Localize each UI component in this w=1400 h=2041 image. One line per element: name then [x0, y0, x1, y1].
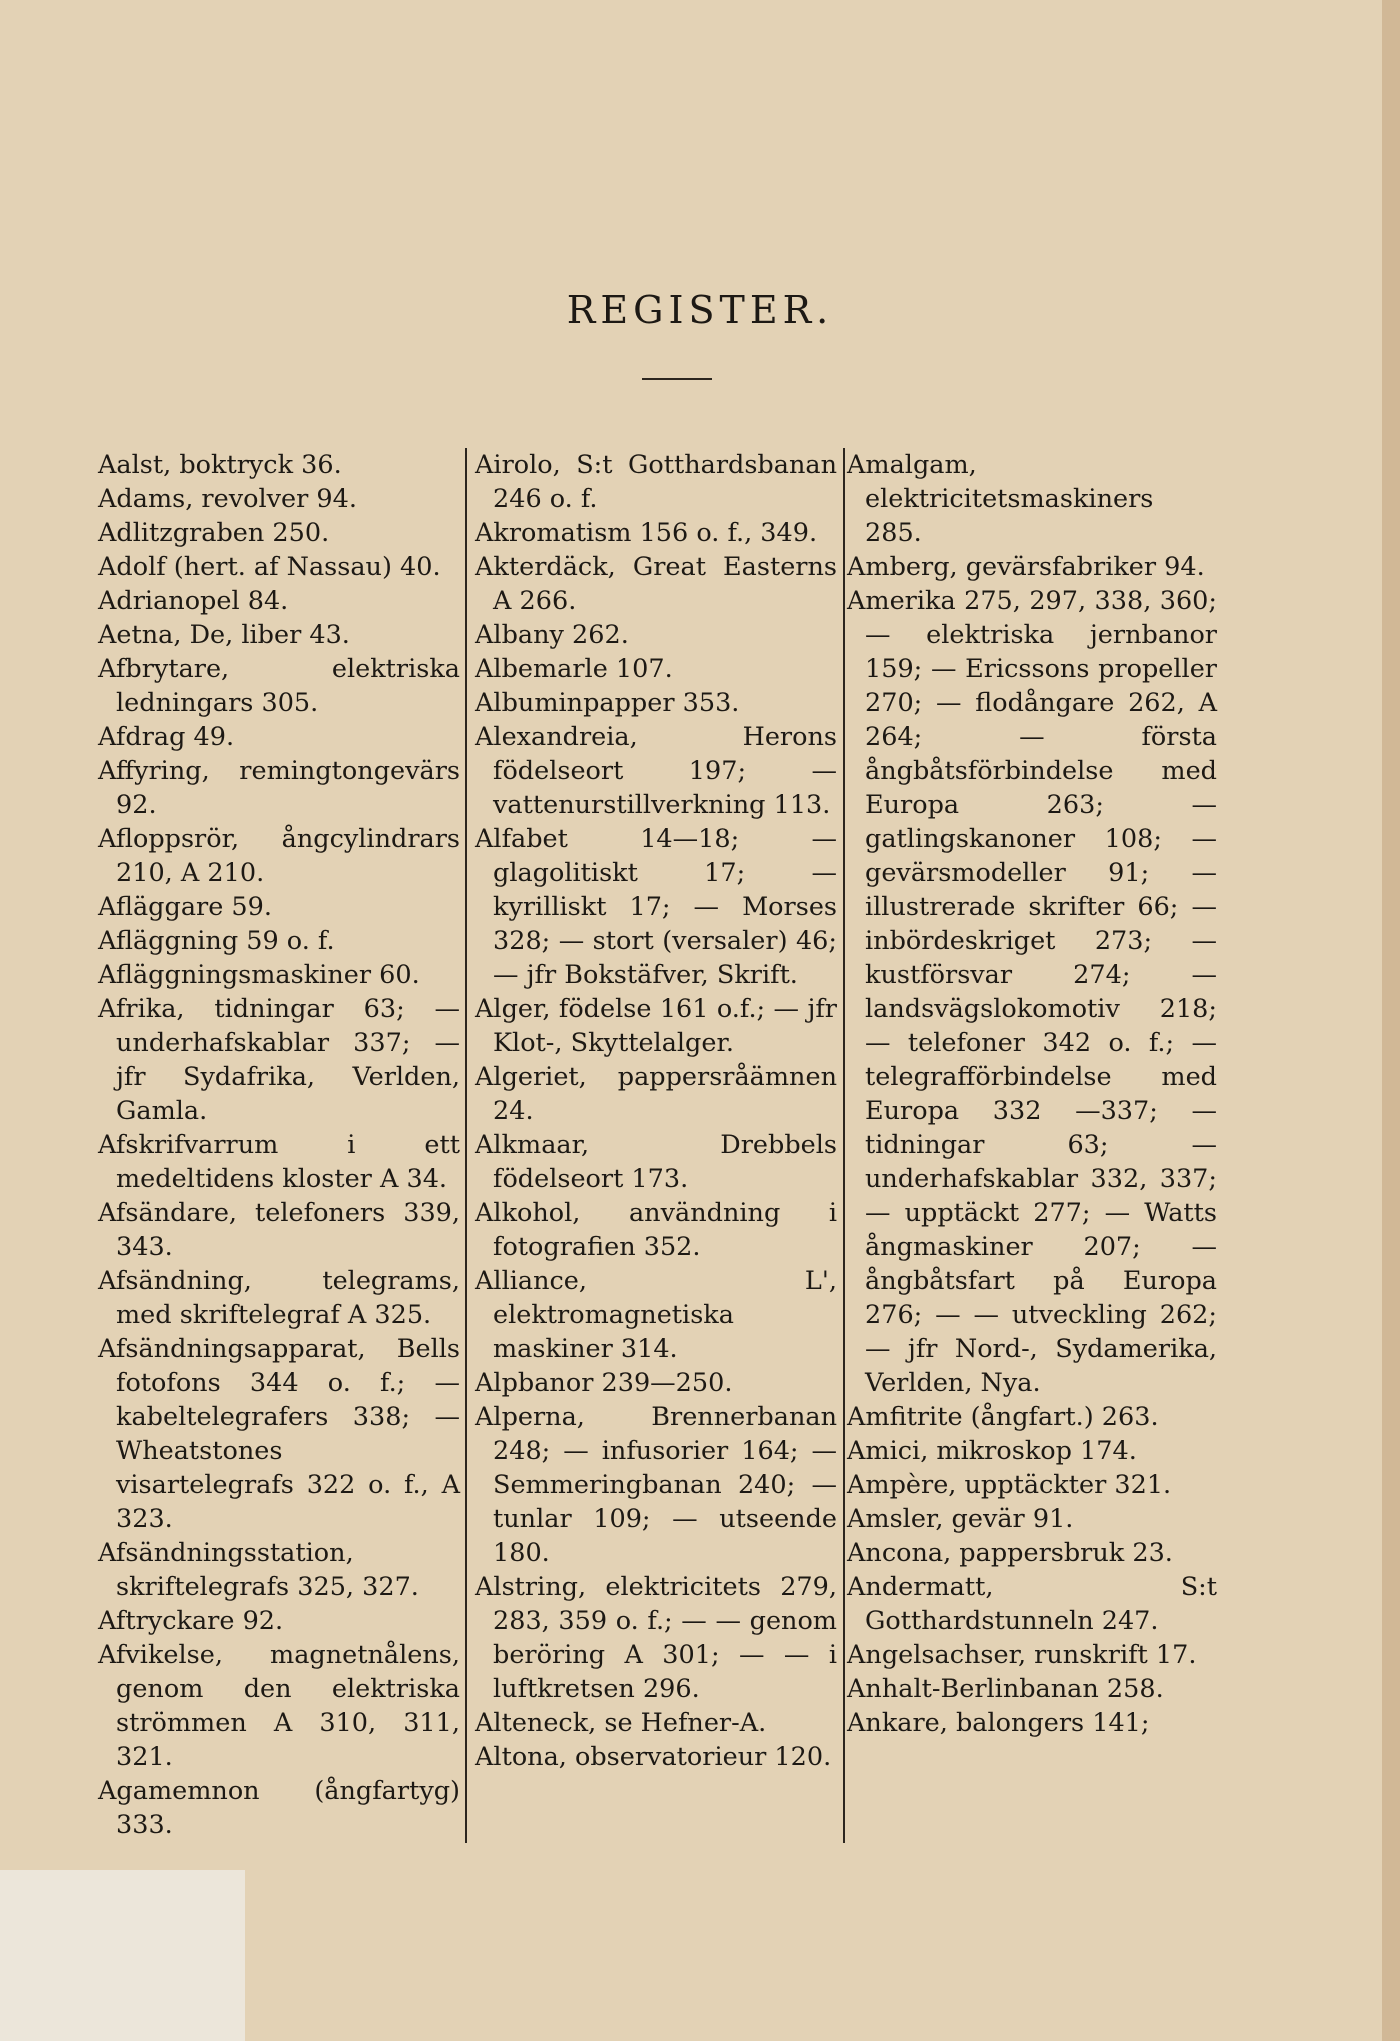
index-entry: Alpbanor 239—250. — [475, 1368, 733, 1398]
index-entry: Amici, mikroskop 174. — [847, 1436, 1137, 1466]
scan-corner-patch — [0, 1870, 245, 2041]
index-entry: Akromatism 156 o. f., 349. — [475, 518, 818, 548]
index-entry: Algeriet, pappersråämnen 24. — [475, 1062, 837, 1126]
index-entry: Afläggningsmaskiner 60. — [98, 960, 420, 990]
index-entry: Affyring, remingtongevärs 92. — [98, 756, 460, 820]
index-entry: Amberg, gevärsfabriker 94. — [847, 552, 1205, 582]
index-entry: Alger, födelse 161 o.f.; — jfr Klot-, Skyttelalger. — [475, 994, 837, 1058]
index-entry: Alstring, elektricitets 279, 283, 359 o. f.; — — genom beröring A 301; — — i luftkretsen 296. — [475, 1572, 837, 1704]
index-entry: Ankare, balongers 141; — [847, 1708, 1150, 1738]
page-title: REGISTER. — [566, 288, 834, 332]
index-entry: Agamemnon (ångfartyg) 333. — [98, 1776, 460, 1840]
index-entry: Albemarle 107. — [475, 654, 673, 684]
index-entry: Aftryckare 92. — [98, 1606, 284, 1636]
index-entry: Anhalt-Berlinbanan 258. — [847, 1674, 1164, 1704]
index-entry: Adlitzgraben 250. — [98, 518, 330, 548]
index-entry: Ampère, upptäckter 321. — [847, 1470, 1172, 1500]
index-entry: Afloppsrör, ångcylindrars 210, A 210. — [98, 824, 460, 888]
title-rule — [642, 378, 712, 380]
index-entry: Albuminpapper 353. — [475, 688, 740, 718]
column-divider-1 — [465, 448, 467, 1843]
index-entry: Adolf (hert. af Nassau) 40. — [98, 552, 441, 582]
index-entry: Airolo, S:t Gotthardsbanan 246 o. f. — [475, 450, 837, 514]
index-entry: Afsändningsapparat, Bells fotofons 344 o. f.; — kabeltelegrafers 338; — Wheatstones visartelegrafs 322 o. f., A 323. — [98, 1334, 460, 1534]
index-entry: Afvikelse, magnetnålens, genom den elektriska strömmen A 310, 311, 321. — [98, 1640, 460, 1772]
index-entry: Alexandreia, Herons födelseort 197; — vattenurstillverkning 113. — [475, 722, 837, 820]
index-entry: Amerika 275, 297, 338, 360; — elektriska jernbanor 159; — Ericssons propeller 270; — flodångare 262, A 264; — första ångbåtsförbindelse med Europa 263; — gatlingskanoner 108; — gevärsmodeller 91; — illustrerade skrifter 66; — inbördeskriget 273; — kustförsvar 274; — landsvägslokomotiv 218; — telefoner 342 o. f.; — telegrafförbindelse med Europa 332 —337; — tidningar 63; — underhafskablar 332, 337; — upptäckt 277; — Watts ångmaskiner 207; — ångbåtsfart på Europa 276; — — utveckling 262; — jfr Nord-, Sydamerika, Verlden, Nya. — [847, 586, 1217, 1398]
index-entry: Andermatt, S:t Gotthardstunneln 247. — [847, 1572, 1217, 1636]
index-entry: Afsändare, telefoners 339, 343. — [98, 1198, 460, 1262]
index-entry: Afdrag 49. — [98, 722, 235, 752]
index-entry: Afläggning 59 o. f. — [98, 926, 335, 956]
index-entry: Albany 262. — [475, 620, 629, 650]
index-entry: Alliance, L', elektromagnetiska maskiner 314. — [475, 1266, 837, 1364]
index-entry: Alperna, Brennerbanan 248; — infusorier 164; — Semmeringbanan 240; — tunlar 109; — utseende 180. — [475, 1402, 837, 1568]
index-entry: Amalgam, elektricitetsmaskiners 285. — [847, 450, 1154, 548]
index-column-1 — [98, 448, 460, 1842]
index-column-2 — [475, 448, 837, 1774]
index-entry: Afskrifvarrum i ett medeltidens kloster A 34. — [98, 1130, 460, 1194]
index-entry: Altona, observatorieur 120. — [475, 1742, 832, 1772]
index-entry: Afsändningsstation, skriftelegrafs 325, 327. — [98, 1538, 419, 1602]
index-entry: Akterdäck, Great Easterns A 266. — [475, 552, 837, 616]
index-entry: Afsändning, telegrams, med skriftelegraf A 325. — [98, 1266, 460, 1330]
index-entry: Aalst, boktryck 36. — [98, 450, 342, 480]
index-entry: Alkmaar, Drebbels födelseort 173. — [475, 1130, 837, 1194]
column-divider-2 — [843, 448, 845, 1843]
index-column-3 — [847, 448, 1217, 1740]
index-entry: Aetna, De, liber 43. — [98, 620, 350, 650]
index-entry: Afläggare 59. — [98, 892, 272, 922]
index-entry: Afbrytare, elektriska ledningars 305. — [98, 654, 460, 718]
index-entry: Adams, revolver 94. — [98, 484, 357, 514]
index-entry: Adrianopel 84. — [98, 586, 289, 616]
index-entry: Alkohol, användning i fotografien 352. — [475, 1198, 837, 1262]
index-entry: Afrika, tidningar 63; — underhafskablar 337; — jfr Sydafrika, Verlden, Gamla. — [98, 994, 460, 1126]
index-entry: Alfabet 14—18; — glagolitiskt 17; — kyrilliskt 17; — Morses 328; — stort (versaler) 46; — jfr Bokstäfver, Skrift. — [475, 824, 837, 990]
index-entry: Alteneck, se Hefner-A. — [475, 1708, 767, 1738]
index-entry: Amsler, gevär 91. — [847, 1504, 1074, 1534]
index-entry: Amfitrite (ångfart.) 263. — [847, 1402, 1159, 1432]
index-entry: Ancona, pappersbruk 23. — [847, 1538, 1173, 1568]
index-entry: Angelsachser, runskrift 17. — [847, 1640, 1197, 1670]
